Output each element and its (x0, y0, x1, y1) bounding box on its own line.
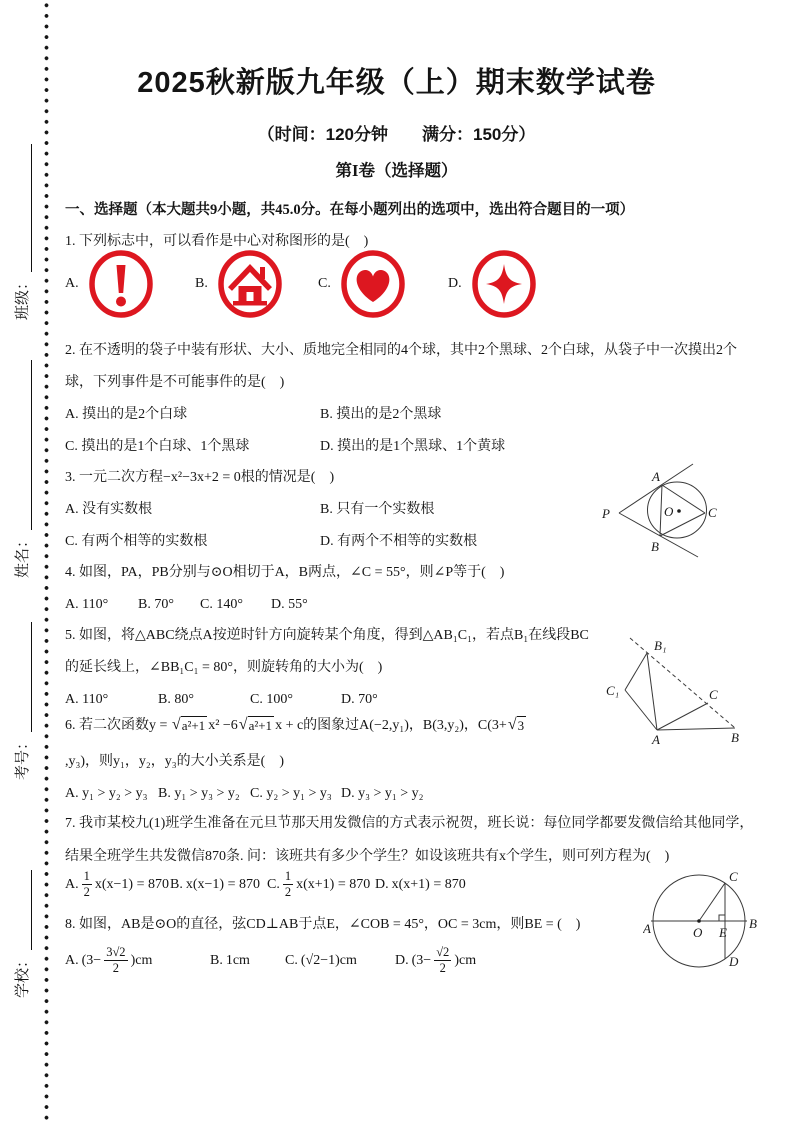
q2-option-a: A. 摸出的是2个白球 (65, 407, 188, 422)
q8-label-c: C (729, 869, 738, 884)
blank-line (16, 870, 32, 950)
q8-label-b: B (749, 916, 757, 931)
q8-stem: 8. 如图，AB是⊙O的直径，弦CD⊥AB于点E，∠COB = 45°，OC = 3cm，则BE = ( ) (65, 917, 581, 932)
q3-option-a: A. 没有实数根 (65, 502, 153, 517)
q1-stem: 1. 下列标志中，可以看作是中心对称图形的是( ) (65, 234, 369, 249)
margin-field-name (8, 332, 32, 578)
q7-stem-line2: 结果全班学生共发微信870条. 问：该班共有多少个学生？如设该班共有x个学生，则可列方程为( ) (65, 849, 670, 864)
q7-stem-line1: 7. 我市某校九(1)班学生准备在元旦节那天用发微信的方式表示祝贺，班长说：每位同学都要发微信给其他同学， (65, 816, 754, 831)
q5-label-c: C (709, 687, 718, 702)
q4-option-c: C. 140° (200, 597, 243, 612)
radicand: √ a²+1 (248, 716, 275, 736)
q6-stem-part1: 6. 若二次函数y = (65, 718, 171, 733)
q7-option-b-expr: x(x−1) = 870 (185, 877, 260, 892)
q8-option-d-post: )cm (454, 953, 477, 968)
q2-options-row1 (65, 400, 745, 430)
q4-option-a: A. 110° (65, 597, 109, 612)
margin-field-class-label: 班级： (15, 274, 31, 320)
q8-option-a-label: A. (65, 953, 79, 968)
q2-option-b: B. 摸出的是2个黑球 (320, 407, 442, 422)
q1-option-b-label: B. (195, 276, 208, 291)
q8-option-b-expr: 1cm (225, 953, 250, 968)
margin-field-exam-number-label: 考号： (15, 734, 31, 780)
q1-option-b (195, 249, 283, 319)
page-title: 2025秋新版九年级（上）期末数学试卷 (137, 67, 656, 99)
q5-label-c1: C₁ (606, 683, 620, 698)
q4-label-c: C (708, 505, 717, 520)
q5-stem-line1: 5. 如图，将△ABC绕点A按逆时针方向旋转某个角度，得到△AB₁C₁，若点B₁在线段BC (65, 628, 589, 643)
q6-stem-part2: x² −6 (208, 718, 238, 733)
q7-option-b-label: B. (170, 877, 183, 892)
q2-option-c: C. 摸出的是1个白球、1个黑球 (65, 439, 250, 454)
q8-circle-chord-figure (643, 860, 790, 998)
q4-circle-tangent-figure (578, 455, 738, 573)
q5-stem-line2: 的延长线上，∠BB₁C₁ = 80°，则旋转角的大小为( ) (65, 660, 383, 675)
q7-option-d (375, 868, 466, 902)
q6-stem-line1 (65, 711, 527, 741)
q7-option-b (170, 868, 260, 902)
q1-option-d-label: D. (448, 276, 462, 291)
q5-option-b: B. 80° (158, 692, 194, 707)
q6-option-b: B. y₁ > y₃ > y₂ (158, 786, 240, 801)
fraction: $\frac{1}{2}$ (83, 869, 90, 899)
q3-option-c: C. 有两个相等的实数根 (65, 534, 208, 549)
q3-option-d: D. 有两个不相等的实数根 (320, 534, 478, 549)
q4-option-d: D. 55° (271, 597, 308, 612)
q4-label-p: P (602, 506, 610, 521)
q8-option-b-label: B. (210, 953, 223, 968)
q7-option-d-label: D. (375, 877, 389, 892)
q5-option-c: C. 100° (250, 692, 293, 707)
radical-expression (239, 716, 274, 736)
q4-option-b: B. 70° (138, 597, 174, 612)
home-sign-icon (217, 249, 283, 319)
q1-option-a-label: A. (65, 276, 79, 291)
q8-label-o: O (693, 925, 703, 940)
q8-option-c-expr: (√2−1)cm (300, 953, 357, 968)
q6-option-d: D. y₃ > y₁ > y₂ (341, 786, 424, 801)
q8-option-c (285, 944, 357, 978)
exam-meta: （时间：120分钟 满分：150分） (257, 125, 536, 144)
q8-option-d-label: D. (395, 953, 409, 968)
radical-expression (172, 716, 207, 736)
q7-option-d-expr: x(x+1) = 870 (391, 877, 466, 892)
q7-option-c (267, 868, 370, 902)
q5-option-d: D. 70° (341, 692, 378, 707)
fraction: $\frac{√2}{2}$ (436, 945, 450, 975)
fraction: $\frac{3√2}{2}$ (106, 945, 126, 975)
q4-label-o: O (664, 504, 674, 519)
q7-option-a (65, 868, 169, 902)
blank-line (16, 622, 32, 732)
q4-label-b: B (651, 539, 659, 554)
q2-stem-line1: 2. 在不透明的袋子中装有形状、大小、质地完全相同的4个球，其中2个黑球、2个白球，从袋子中一次摸出2个 (65, 343, 737, 358)
q8-option-c-label: C. (285, 953, 298, 968)
q1-option-d (448, 249, 537, 319)
exclamation-sign-icon (88, 249, 154, 319)
q1-option-a (65, 249, 154, 319)
heart-sign-icon (340, 249, 406, 319)
q7-option-a-expr: x(x−1) = 870 (94, 877, 169, 892)
q7-option-a-label: A. (65, 877, 79, 892)
q5-label-b1: B₁ (654, 638, 667, 653)
q4-stem: 4. 如图，PA，PB分别与⊙O相切于A，B两点，∠C = 55°，则∠P等于( ) (65, 565, 505, 580)
margin-field-school-label: 学校： (15, 952, 31, 998)
q1-option-c-label: C. (318, 276, 331, 291)
margin-field-exam-number (8, 604, 32, 780)
q8-label-a: A (643, 921, 651, 936)
q6-stem-part3: x + c的图象过A(−2,y₁)，B(3,y₂)，C(3+ (275, 718, 507, 733)
q6-option-a: A. y₁ > y₂ > y₃ (65, 786, 148, 801)
radicand: √ 3 (517, 716, 527, 736)
fraction: $\frac{1}{2}$ (284, 869, 292, 899)
blank-line (16, 360, 32, 530)
q6-option-c: C. y₂ > y₁ > y₃ (250, 786, 332, 801)
q8-option-a-post: )cm (130, 953, 153, 968)
q3-stem: 3. 一元二次方程−x²−3x+2 = 0根的情况是( ) (65, 470, 335, 485)
q6-stem-line2: ,y₃)，则y₁，y₂，y₃的大小关系是( ) (65, 754, 285, 769)
q8-option-d (395, 944, 476, 978)
margin-field-school (8, 850, 32, 998)
q8-option-a-pre: (3− (81, 953, 102, 968)
q8-option-a (65, 944, 152, 978)
diamond-sign-icon (471, 249, 537, 319)
q5-option-a: A. 110° (65, 692, 109, 707)
q1-option-c (318, 249, 406, 319)
q2-stem-line2: 球，下列事件是不可能事件的是( ) (65, 375, 285, 390)
q8-option-b (210, 944, 250, 978)
q5-label-a: A (652, 732, 660, 747)
q7-option-c-expr: x(x+1) = 870 (296, 877, 371, 892)
q8-option-d-pre: (3− (411, 953, 432, 968)
q6-options-row (65, 779, 745, 809)
section-heading: 一、选择题（本大题共9小题，共45.0分。在每小题列出的选项中，选出符合题目的一项） (65, 202, 635, 218)
q5-label-b: B (731, 730, 739, 745)
q7-option-c-label: C. (267, 877, 280, 892)
q3-option-b: B. 只有一个实数根 (320, 502, 435, 517)
radicand: √ a²+1 (181, 716, 208, 736)
q2-option-d: D. 摸出的是1个黑球、1个黄球 (320, 439, 506, 454)
q8-label-e: E (719, 925, 727, 940)
q4-label-a: A (652, 469, 660, 484)
q1-options-row (65, 249, 745, 325)
q5-rotated-triangle-figure (598, 622, 793, 754)
margin-field-name-label: 姓名： (15, 532, 31, 578)
radical-expression (508, 716, 526, 736)
volume-heading: 第I卷（选择题） (335, 161, 458, 180)
q8-label-d: D (729, 954, 739, 969)
q4-options-row (65, 590, 745, 620)
